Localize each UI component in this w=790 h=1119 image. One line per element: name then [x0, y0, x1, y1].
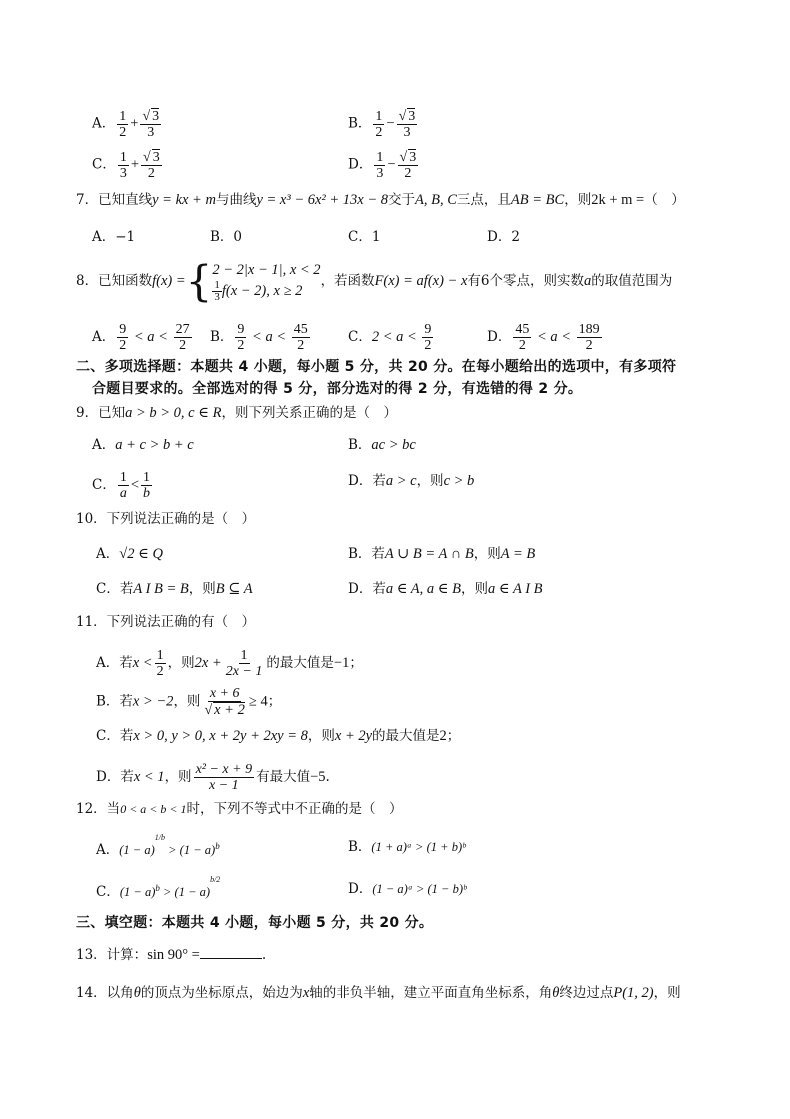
q6-option-d: D． $\frac{1}{3}$ − $\frac{√ 3}{2}$ [348, 149, 417, 181]
q11-option-b: B．若x > −2，则 $\frac{x + 6}{√ x + 2}$ ≥ 4； [96, 686, 282, 718]
q12-option-c: C．$(1 - a)^b > (1 - a)^{b/2}$ [96, 875, 221, 900]
q10-option-d: D．若a ∈ A, a ∈ B，则a ∈ A I B [348, 581, 543, 597]
q9-stem: 9．已知a > b > 0, c ∈ R，则下列关系正确的是（ ） [76, 405, 397, 421]
q7-option-a: A．−1 [92, 229, 136, 245]
q8-option-a: A． $\frac{9}{2}$ < a < $\frac{27}{2}$ [92, 322, 190, 353]
q11-option-a: A．若x < $\frac{1}{2}$ ，则2x + $\frac{1}{2x - 1}$ 的最大值是−1； [96, 648, 363, 679]
q7-option-b: B．0 [210, 229, 243, 245]
q12-option-b: B．(1 + a)ᵃ > (1 + b)ᵇ [348, 839, 466, 855]
q9-option-b: B．ac > bc [348, 437, 416, 453]
q8-option-c: C．2 < a < $\frac{9}{2}$ [348, 322, 432, 353]
q11-stem: 11．下列说法正确的有（ ） [76, 614, 256, 630]
q11-option-d: D．若x < 1，则 $\frac{\text{x² − x + 9}}{x - 1}$ 有最大值−5. [96, 762, 330, 793]
q10-stem: 10．下列说法正确的是（ ） [76, 511, 256, 527]
q11-option-c: C．若x > 0, y > 0, x + 2y + 2xy = 8，则x + 2y的最大值是2； [96, 728, 461, 744]
q8-stem: 8．已知函数f(x) ={ 2 − 2|x − 1|, x < 2 $\frac{1}{3}$ f(x − 2), x ≥ 2 ，若函数F(x) = af(x) − x有6个零点，则实数a的取值范围为 [76, 256, 673, 306]
q6-option-b: B． $\frac{1}{2}$ − $\frac{√ 3}{3}$ [348, 108, 416, 140]
q13-answer-blank[interactable] [200, 946, 262, 959]
q6-option-a: A． $\frac{1}{2}$ + $\frac{√ 3}{3}$ [92, 108, 160, 140]
q14-stem: 14．以角θ的顶点为坐标原点，始边为x轴的非负半轴，建立平面直角坐标系，角θ终边过点P(1, 2)，则 [76, 985, 681, 1001]
q9-option-c: C． $\frac{1}{a}$ < $\frac{1}{b}$ [92, 470, 151, 501]
section2-heading-line2: 合题目要求的。全部选对的得 5 分，部分选对的得 2 分，有选错的得 2 分。 [92, 381, 583, 397]
q8-option-b: B． $\frac{9}{2}$ < a < $\frac{45}{2}$ [210, 322, 308, 353]
section2-heading-line1: 二、多项选择题：本题共 4 小题，每小题 5 分，共 20 分。在每小题给出的选项中，有多项符 [76, 359, 677, 375]
q8-option-d: D． $\frac{45}{2}$ < a < $\frac{189}{2}$ [487, 322, 600, 353]
q10-option-c: C．若A I B = B，则B ⊆ A [96, 581, 253, 597]
q10-option-b: B．若A ∪ B = A ∩ B，则A = B [348, 546, 536, 562]
q7-option-c: C．1 [348, 229, 381, 245]
q9-option-a: A．a + c > b + c [92, 437, 194, 453]
q9-option-d: D．若a > c，则c > b [348, 473, 475, 489]
q6-option-c: C． $\frac{1}{3}$ + $\frac{√ 3}{2}$ [92, 149, 160, 181]
q7-option-d: D．2 [487, 229, 520, 245]
q12-option-a: A．$(1 - a)^{1/b} > (1 - a)^b$ [96, 833, 220, 858]
section3-heading: 三、填空题：本题共 4 小题，每小题 5 分，共 20 分。 [76, 915, 434, 931]
q13-stem: 13．计算：sin 90° = . [76, 947, 267, 963]
q12-option-d: D．(1 − a)ᵃ > (1 − b)ᵇ [348, 881, 467, 897]
q12-stem: 12．当0 < a < b < 1时，下列不等式中不正确的是（ ） [76, 801, 403, 817]
q10-option-a: A．√2 ∈ Q [96, 546, 163, 562]
q7-stem: 7．已知直线y = kx + m与曲线y = x³ − 6x² + 13x − 8交于A, B, C三点，且AB = BC，则2k + m =（ ） [76, 192, 685, 208]
